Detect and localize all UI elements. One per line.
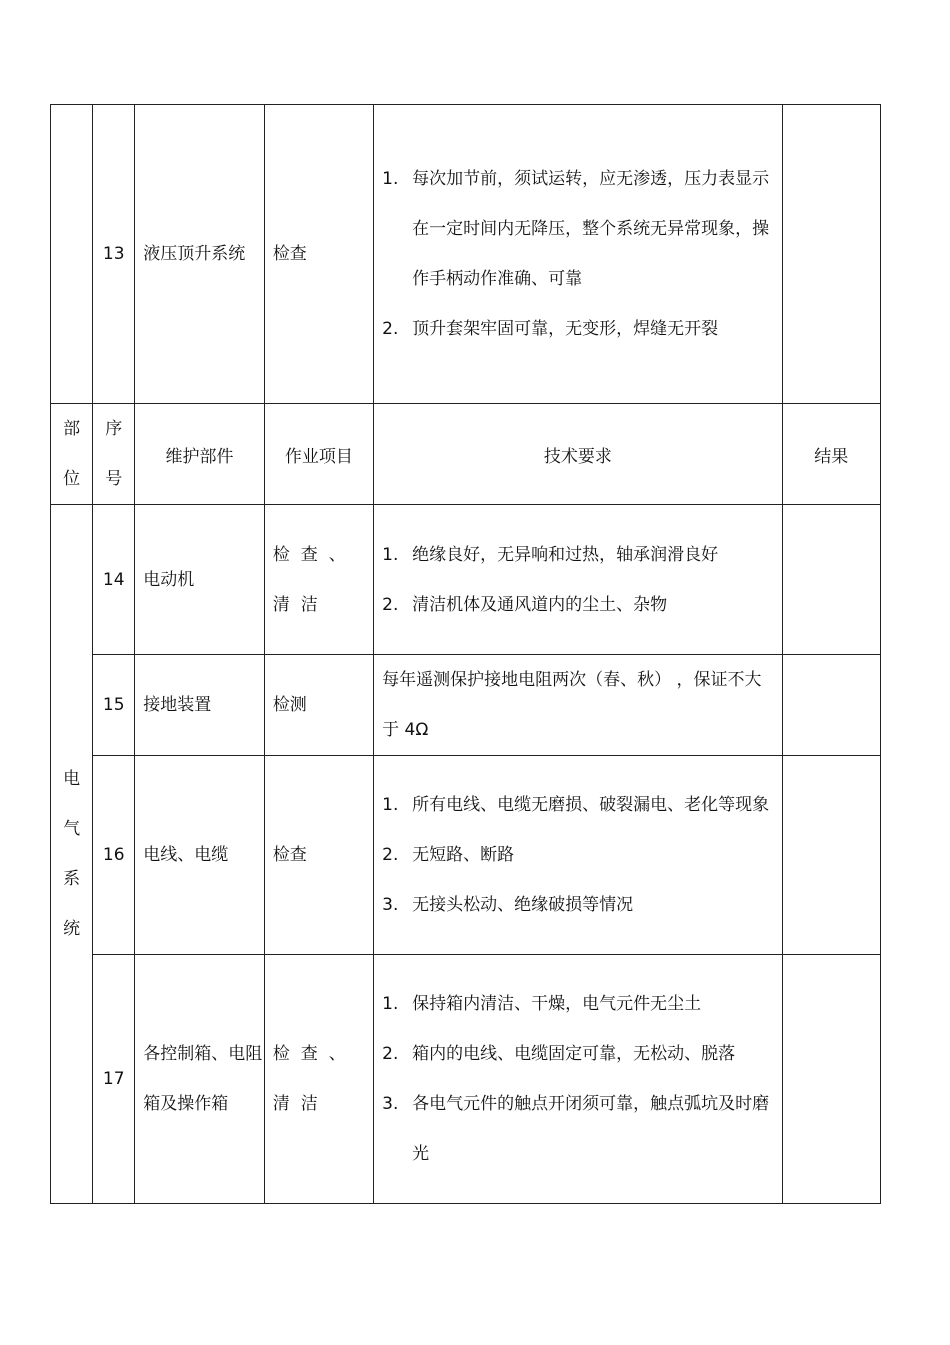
requirement-item <box>382 1079 773 1179</box>
operation-cell: 检查 <box>264 756 373 955</box>
component-cell: 电动机 <box>135 505 264 655</box>
header-operation: 作业项目 <box>264 404 373 505</box>
result-cell <box>782 105 880 404</box>
requirement-item <box>382 830 773 880</box>
requirement-number: 1. <box>382 169 399 189</box>
component-cell: 电线、电缆 <box>135 756 264 955</box>
requirement-text: 所有电线、电缆无磨损、破裂漏电、老化等现象 <box>412 795 770 815</box>
seq-cell: 13 <box>93 105 135 404</box>
requirement-text: 箱内的电线、电缆固定可靠，无松动、脱落 <box>412 1044 736 1064</box>
operation-text: 检查、清洁 <box>272 544 357 615</box>
maintenance-table <box>50 104 881 1204</box>
header-tech: 技术要求 <box>374 404 782 505</box>
requirement-item <box>382 580 773 630</box>
requirement-item <box>382 780 773 830</box>
tech-requirement-cell <box>374 105 782 404</box>
requirement-item <box>382 530 773 580</box>
result-cell <box>782 655 880 756</box>
requirement-item <box>382 979 773 1029</box>
component-cell: 接地装置 <box>135 655 264 756</box>
requirement-number: 2. <box>382 319 399 339</box>
requirement-number: 1. <box>382 544 399 565</box>
part-electrical-system: 电气系统 <box>51 505 93 1204</box>
table-row-14 <box>51 505 881 655</box>
requirement-text: 清洁机体及通风道内的尘土、杂物 <box>412 594 668 615</box>
seq-cell: 16 <box>93 756 135 955</box>
operation-cell <box>264 955 373 1204</box>
operation-cell: 检查 <box>264 105 373 404</box>
requirement-number: 2. <box>382 1044 399 1064</box>
table-header-row <box>51 404 881 505</box>
result-cell <box>782 505 880 655</box>
operation-text: 检查、清洁 <box>272 1044 357 1114</box>
requirement-number: 2. <box>382 594 399 615</box>
component-cell: 液压顶升系统 <box>135 105 264 404</box>
requirement-item <box>382 154 773 304</box>
operation-cell: 检测 <box>264 655 373 756</box>
seq-cell: 14 <box>93 505 135 655</box>
table-row-16 <box>51 756 881 955</box>
component-cell: 各控制箱、电阻箱及操作箱 <box>135 955 264 1204</box>
requirement-text: 无接头松动、绝缘破损等情况 <box>412 895 634 915</box>
table-row-17 <box>51 955 881 1204</box>
requirement-item <box>382 880 773 930</box>
tech-requirement-cell: 每年遥测保护接地电阻两次（春、秋） ，保证不大于 4Ω <box>374 655 782 756</box>
operation-cell <box>264 505 373 655</box>
requirement-text: 绝缘良好，无异响和过热，轴承润滑良好 <box>412 544 719 565</box>
requirement-number: 2. <box>382 845 399 865</box>
requirement-text: 顶升套架牢固可靠，无变形，焊缝无开裂 <box>412 319 719 339</box>
table-row-15 <box>51 655 881 756</box>
header-result: 结果 <box>782 404 880 505</box>
requirement-number: 3. <box>382 1094 399 1114</box>
result-cell <box>782 955 880 1204</box>
header-component: 维护部件 <box>135 404 264 505</box>
requirement-item <box>382 304 773 354</box>
tech-requirement-cell <box>374 756 782 955</box>
seq-cell: 15 <box>93 655 135 756</box>
requirement-number: 1. <box>382 994 399 1014</box>
header-part: 部位 <box>51 404 93 505</box>
seq-cell: 17 <box>93 955 135 1204</box>
requirement-text: 无短路、断路 <box>412 845 515 865</box>
requirement-number: 3. <box>382 895 399 915</box>
tech-requirement-cell <box>374 505 782 655</box>
requirement-text: 每次加节前，须试运转，应无渗透，压力表显示在一定时间内无降压，整个系统无异常现象，操作手柄动作准确、可靠 <box>412 169 770 289</box>
requirement-text: 保持箱内清洁、干燥，电气元件无尘土 <box>412 994 702 1014</box>
part-cell-empty <box>51 105 93 404</box>
result-cell <box>782 756 880 955</box>
tech-requirement-cell <box>374 955 782 1204</box>
requirement-number: 1. <box>382 795 399 815</box>
header-seq: 序号 <box>93 404 135 505</box>
table-row-13 <box>51 105 881 404</box>
requirement-text: 各电气元件的触点开闭须可靠，触点弧坑及时磨光 <box>412 1094 770 1164</box>
requirement-item <box>382 1029 773 1079</box>
